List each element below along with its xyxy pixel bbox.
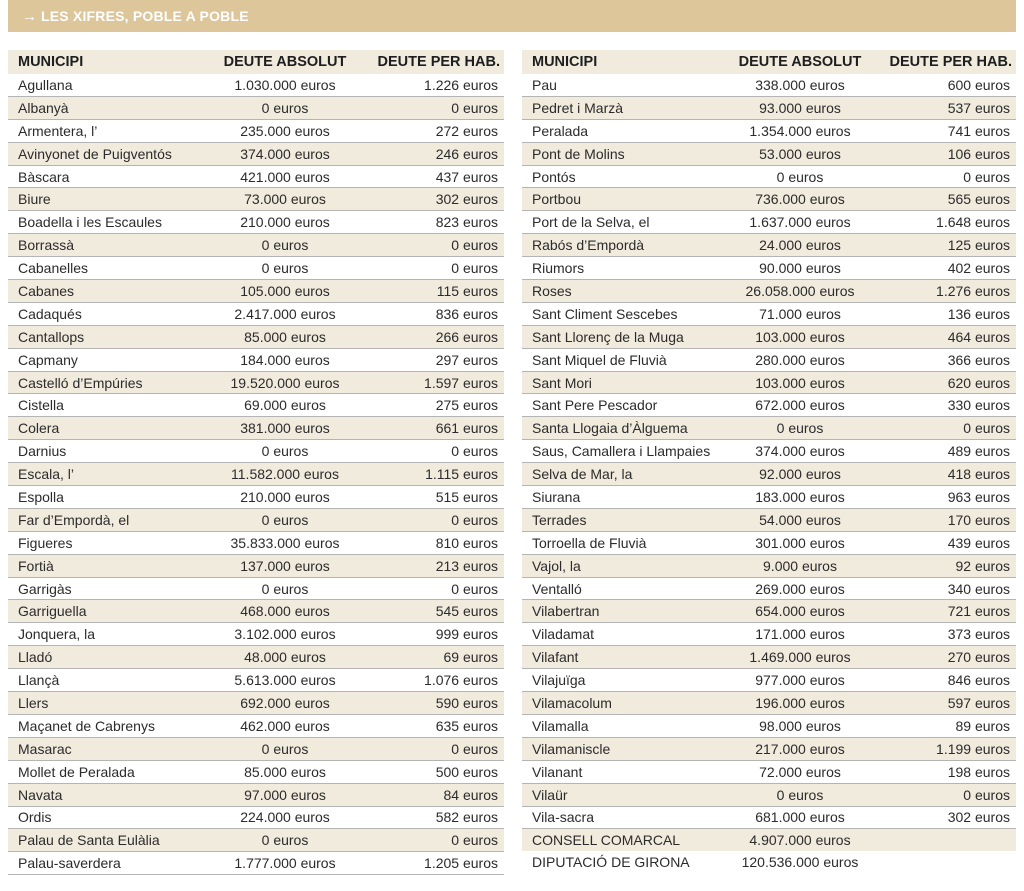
cell-deute-per-hab: 272 euros <box>372 119 504 142</box>
table-row <box>522 577 1016 600</box>
cell-municipi: Viladamat <box>522 623 718 646</box>
table-row <box>8 234 504 257</box>
cell-deute-absolut: 72.000 euros <box>718 760 882 783</box>
table-row <box>8 371 504 394</box>
table-row <box>522 96 1016 119</box>
table-row <box>8 646 504 669</box>
cell-municipi: Darnius <box>8 440 198 463</box>
table-row <box>522 531 1016 554</box>
cell-deute-per-hab: 170 euros <box>882 508 1016 531</box>
cell-deute-absolut: 0 euros <box>718 165 882 188</box>
cell-deute-per-hab: 661 euros <box>372 417 504 440</box>
cell-deute-absolut: 0 euros <box>198 508 372 531</box>
cell-deute-per-hab: 0 euros <box>372 737 504 760</box>
table-row <box>522 806 1016 829</box>
table-row <box>522 234 1016 257</box>
cell-deute-absolut: 1.469.000 euros <box>718 646 882 669</box>
cell-municipi: Ventalló <box>522 577 718 600</box>
table-row <box>522 142 1016 165</box>
cell-deute-absolut: 120.536.000 euros <box>741 854 859 871</box>
cell-municipi: Escala, l’ <box>8 463 198 486</box>
cell-municipi: Pau <box>522 74 718 96</box>
cell-deute-absolut: 1.637.000 euros <box>718 211 882 234</box>
table-row <box>522 829 1016 851</box>
cell-deute-per-hab: 418 euros <box>882 463 1016 486</box>
cell-municipi: Saus, Camallera i Llampaies <box>522 440 718 463</box>
cell-deute-absolut: 977.000 euros <box>718 669 882 692</box>
header-deute-absolut: DEUTE ABSOLUT <box>718 50 882 74</box>
cell-deute-per-hab: 89 euros <box>882 714 1016 737</box>
cell-deute-per-hab: 0 euros <box>882 165 1016 188</box>
cell-municipi: Terrades <box>522 508 718 531</box>
cell-deute-absolut: 11.582.000 euros <box>198 463 372 486</box>
cell-municipi: Port de la Selva, el <box>522 211 718 234</box>
table-row <box>8 211 504 234</box>
table-row <box>522 783 1016 806</box>
cell-deute-absolut: 0 euros <box>198 737 372 760</box>
cell-deute-absolut: 48.000 euros <box>198 646 372 669</box>
cell-deute-absolut: 672.000 euros <box>718 394 882 417</box>
cell-deute-absolut: 681.000 euros <box>718 806 882 829</box>
cell-municipi: Mollet de Peralada <box>8 760 198 783</box>
table-row <box>8 165 504 188</box>
cell-deute-per-hab: 275 euros <box>372 394 504 417</box>
cell-deute-absolut: 35.833.000 euros <box>198 531 372 554</box>
cell-deute-per-hab: 439 euros <box>882 531 1016 554</box>
cell-municipi: Vilamalla <box>522 714 718 737</box>
table-row <box>8 692 504 715</box>
table-row <box>522 188 1016 211</box>
cell-municipi: Maçanet de Cabrenys <box>8 714 198 737</box>
table-row <box>522 165 1016 188</box>
cell-deute-absolut: 92.000 euros <box>718 463 882 486</box>
header-municipi: MUNICIPI <box>8 50 198 74</box>
table-row <box>522 669 1016 692</box>
cell-deute-per-hab: 545 euros <box>372 600 504 623</box>
cell-deute-per-hab: 1.226 euros <box>372 74 504 96</box>
table-row <box>522 348 1016 371</box>
table-row <box>8 669 504 692</box>
cell-deute-absolut: 73.000 euros <box>198 188 372 211</box>
table-row <box>8 348 504 371</box>
cell-deute-per-hab: 0 euros <box>882 417 1016 440</box>
table-row <box>522 508 1016 531</box>
cell-municipi: Cabanelles <box>8 257 198 280</box>
table-row <box>8 440 504 463</box>
cell-deute-absolut: 692.000 euros <box>198 692 372 715</box>
cell-municipi: Vajol, la <box>522 554 718 577</box>
table-row <box>8 737 504 760</box>
cell-municipi: Fortià <box>8 554 198 577</box>
cell-deute-absolut: 85.000 euros <box>198 325 372 348</box>
cell-deute-per-hab: 246 euros <box>372 142 504 165</box>
table-row <box>522 714 1016 737</box>
table-row <box>522 371 1016 394</box>
cell-deute-per-hab: 635 euros <box>372 714 504 737</box>
cell-deute-absolut: 468.000 euros <box>198 600 372 623</box>
cell-municipi: Bàscara <box>8 165 198 188</box>
cell-deute-absolut: 462.000 euros <box>198 714 372 737</box>
table-row <box>8 852 504 875</box>
cell-deute-per-hab: 270 euros <box>882 646 1016 669</box>
table-body-right <box>522 74 1016 873</box>
cell-municipi: Cantallops <box>8 325 198 348</box>
table-row <box>8 96 504 119</box>
cell-deute-per-hab: 125 euros <box>882 234 1016 257</box>
cell-deute-absolut: 0 euros <box>198 440 372 463</box>
cell-deute-absolut: 53.000 euros <box>718 142 882 165</box>
cell-municipi: Peralada <box>522 119 718 142</box>
header-deute-per-hab: DEUTE PER HAB. <box>882 50 1016 74</box>
cell-deute-per-hab: 846 euros <box>882 669 1016 692</box>
cell-deute-per-hab: 1.115 euros <box>372 463 504 486</box>
cell-deute-per-hab: 999 euros <box>372 623 504 646</box>
cell-deute-per-hab: 69 euros <box>372 646 504 669</box>
cell-deute-per-hab: 836 euros <box>372 302 504 325</box>
cell-deute-per-hab: 565 euros <box>882 188 1016 211</box>
cell-municipi: Siurana <box>522 486 718 509</box>
table-row <box>522 486 1016 509</box>
table-row <box>8 74 504 96</box>
cell-deute-absolut: 4.907.000 euros <box>718 829 882 851</box>
cell-deute-per-hab: 340 euros <box>882 577 1016 600</box>
cell-deute-per-hab: 297 euros <box>372 348 504 371</box>
cell-deute-absolut: 736.000 euros <box>718 188 882 211</box>
table-row <box>522 554 1016 577</box>
cell-deute-per-hab: 1.076 euros <box>372 669 504 692</box>
table-row <box>8 508 504 531</box>
cell-deute-per-hab: 489 euros <box>882 440 1016 463</box>
table-row <box>8 280 504 303</box>
cell-deute-absolut: 0 euros <box>198 96 372 119</box>
table-row <box>8 577 504 600</box>
cell-deute-per-hab: 741 euros <box>882 119 1016 142</box>
cell-municipi: Vilamaniscle <box>522 737 718 760</box>
debt-table-left <box>8 50 504 875</box>
cell-deute-per-hab: 515 euros <box>372 486 504 509</box>
cell-municipi: Far d’Empordà, el <box>8 508 198 531</box>
cell-deute-per-hab: 136 euros <box>882 302 1016 325</box>
cell-municipi: Pontós <box>522 165 718 188</box>
cell-municipi: Pedret i Marzà <box>522 96 718 119</box>
cell-municipi: Cadaqués <box>8 302 198 325</box>
cell-municipi: Vila-sacra <box>522 806 718 829</box>
cell-deute-absolut: 69.000 euros <box>198 394 372 417</box>
cell-deute-absolut: 2.417.000 euros <box>198 302 372 325</box>
cell-municipi: Espolla <box>8 486 198 509</box>
cell-deute-per-hab: 500 euros <box>372 760 504 783</box>
cell-deute-absolut: 103.000 euros <box>718 325 882 348</box>
table-row <box>522 211 1016 234</box>
table-header-row <box>8 50 504 74</box>
table-row <box>8 463 504 486</box>
table-row <box>522 74 1016 96</box>
cell-municipi: Sant Pere Pescador <box>522 394 718 417</box>
cell-municipi: Sant Miquel de Fluvià <box>522 348 718 371</box>
cell-deute-absolut: 105.000 euros <box>198 280 372 303</box>
cell-deute-absolut: 217.000 euros <box>718 737 882 760</box>
cell-municipi: Torroella de Fluvià <box>522 531 718 554</box>
cell-municipi: Sant Climent Sescebes <box>522 302 718 325</box>
table-header-row <box>522 50 1016 74</box>
table-body-left <box>8 74 504 875</box>
cell-deute-per-hab: 1.205 euros <box>372 852 504 875</box>
table-row <box>8 417 504 440</box>
left-debt-table-panel <box>8 50 504 875</box>
cell-deute-absolut: 184.000 euros <box>198 348 372 371</box>
cell-deute-absolut: 280.000 euros <box>718 348 882 371</box>
cell-municipi: Vilabertran <box>522 600 718 623</box>
section-banner <box>8 0 1016 32</box>
cell-deute-absolut: 1.030.000 euros <box>198 74 372 96</box>
cell-deute-absolut: 338.000 euros <box>718 74 882 96</box>
cell-deute-per-hab: 963 euros <box>882 486 1016 509</box>
cell-deute-absolut: 0 euros <box>198 577 372 600</box>
table-row <box>8 325 504 348</box>
cell-deute-absolut: 210.000 euros <box>198 486 372 509</box>
cell-deute-absolut: 3.102.000 euros <box>198 623 372 646</box>
cell-deute-per-hab: 0 euros <box>372 508 504 531</box>
cell-municipi: Avinyonet de Puigventós <box>8 142 198 165</box>
cell-municipi: Lladó <box>8 646 198 669</box>
table-row <box>8 600 504 623</box>
cell-deute-per-hab: 0 euros <box>372 829 504 852</box>
cell-deute-absolut: 381.000 euros <box>198 417 372 440</box>
cell-deute-absolut: 54.000 euros <box>718 508 882 531</box>
cell-deute-absolut: 103.000 euros <box>718 371 882 394</box>
table-row <box>522 302 1016 325</box>
table-row <box>8 829 504 852</box>
cell-deute-per-hab: 1.648 euros <box>882 211 1016 234</box>
cell-deute-per-hab: 106 euros <box>882 142 1016 165</box>
table-row <box>522 417 1016 440</box>
cell-deute-absolut: 98.000 euros <box>718 714 882 737</box>
cell-deute-absolut: 374.000 euros <box>198 142 372 165</box>
table-row <box>522 737 1016 760</box>
cell-deute-per-hab <box>882 851 1016 873</box>
cell-deute-absolut: 224.000 euros <box>198 806 372 829</box>
cell-municipi: DIPUTACIÓ DE GIRONA <box>532 854 690 871</box>
table-row <box>8 394 504 417</box>
cell-municipi: Capmany <box>8 348 198 371</box>
cell-deute-per-hab: 0 euros <box>882 783 1016 806</box>
cell-deute-per-hab: 0 euros <box>372 257 504 280</box>
table-row <box>8 531 504 554</box>
table-row <box>522 600 1016 623</box>
cell-municipi: Palau de Santa Eulàlia <box>8 829 198 852</box>
cell-deute-absolut: 90.000 euros <box>718 257 882 280</box>
cell-municipi: Selva de Mar, la <box>522 463 718 486</box>
cell-deute-absolut: 210.000 euros <box>198 211 372 234</box>
cell-deute-absolut: 374.000 euros <box>718 440 882 463</box>
cell-deute-per-hab: 823 euros <box>372 211 504 234</box>
header-deute-per-hab: DEUTE PER HAB. <box>372 50 504 74</box>
table-row <box>522 623 1016 646</box>
cell-municipi: Albanyà <box>8 96 198 119</box>
cell-municipi: Jonquera, la <box>8 623 198 646</box>
cell-municipi: Colera <box>8 417 198 440</box>
cell-municipi: Biure <box>8 188 198 211</box>
cell-deute-per-hab: 302 euros <box>882 806 1016 829</box>
cell-municipi: Llers <box>8 692 198 715</box>
cell-municipi: Pont de Molins <box>522 142 718 165</box>
cell-municipi: Palau-saverdera <box>8 852 198 875</box>
cell-municipi: Roses <box>522 280 718 303</box>
cell-deute-absolut: 235.000 euros <box>198 119 372 142</box>
table-row <box>522 463 1016 486</box>
cell-deute-per-hab: 437 euros <box>372 165 504 188</box>
cell-deute-per-hab: 721 euros <box>882 600 1016 623</box>
cell-deute-per-hab: 620 euros <box>882 371 1016 394</box>
cell-deute-absolut: 0 euros <box>198 257 372 280</box>
cell-deute-per-hab: 115 euros <box>372 280 504 303</box>
cell-deute-per-hab: 92 euros <box>882 554 1016 577</box>
cell-municipi: Sant Mori <box>522 371 718 394</box>
cell-deute-absolut: 0 euros <box>718 783 882 806</box>
table-row <box>8 302 504 325</box>
cell-deute-per-hab: 402 euros <box>882 257 1016 280</box>
cell-municipi: Figueres <box>8 531 198 554</box>
debt-table-right <box>522 50 1016 873</box>
cell-municipi: Navata <box>8 783 198 806</box>
cell-deute-per-hab: 537 euros <box>882 96 1016 119</box>
cell-deute-absolut: 269.000 euros <box>718 577 882 600</box>
cell-deute-absolut: 654.000 euros <box>718 600 882 623</box>
cell-municipi: Sant Llorenç de la Muga <box>522 325 718 348</box>
arrow-right-icon: → <box>22 7 37 25</box>
table-row <box>522 119 1016 142</box>
cell-municipi: Cabanes <box>8 280 198 303</box>
cell-deute-per-hab: 1.597 euros <box>372 371 504 394</box>
cell-deute-absolut: 0 euros <box>198 829 372 852</box>
table-row <box>522 440 1016 463</box>
table-row <box>522 760 1016 783</box>
cell-deute-per-hab <box>882 829 1016 851</box>
table-row <box>522 646 1016 669</box>
cell-deute-per-hab: 582 euros <box>372 806 504 829</box>
cell-municipi: Riumors <box>522 257 718 280</box>
cell-deute-absolut: 0 euros <box>198 234 372 257</box>
table-row <box>8 554 504 577</box>
cell-deute-absolut: 183.000 euros <box>718 486 882 509</box>
table-row <box>8 783 504 806</box>
cell-municipi: Rabós d’Empordà <box>522 234 718 257</box>
table-row <box>8 486 504 509</box>
cell-deute-per-hab: 1.199 euros <box>882 737 1016 760</box>
cell-municipi: Vilanant <box>522 760 718 783</box>
cell-municipi: Vilaür <box>522 783 718 806</box>
cell-municipi: Vilafant <box>522 646 718 669</box>
cell-municipi: Santa Llogaia d’Àlguema <box>522 417 718 440</box>
cell-deute-absolut: 137.000 euros <box>198 554 372 577</box>
cell-deute-per-hab: 1.276 euros <box>882 280 1016 303</box>
cell-deute-absolut: 171.000 euros <box>718 623 882 646</box>
table-row <box>8 760 504 783</box>
cell-deute-absolut: 26.058.000 euros <box>718 280 882 303</box>
cell-municipi: Cistella <box>8 394 198 417</box>
cell-municipi: CONSELL COMARCAL <box>522 829 718 851</box>
cell-deute-absolut: 9.000 euros <box>718 554 882 577</box>
cell-deute-per-hab: 330 euros <box>882 394 1016 417</box>
cell-municipi: Ordis <box>8 806 198 829</box>
cell-deute-per-hab: 0 euros <box>372 440 504 463</box>
cell-deute-absolut: 196.000 euros <box>718 692 882 715</box>
cell-municipi: Boadella i les Escaules <box>8 211 198 234</box>
header-deute-absolut: DEUTE ABSOLUT <box>198 50 372 74</box>
cell-deute-absolut: 85.000 euros <box>198 760 372 783</box>
cell-municipi: Llançà <box>8 669 198 692</box>
cell-deute-per-hab: 810 euros <box>372 531 504 554</box>
cell-deute-per-hab: 590 euros <box>372 692 504 715</box>
table-row <box>8 257 504 280</box>
cell-deute-per-hab: 266 euros <box>372 325 504 348</box>
cell-deute-per-hab: 0 euros <box>372 577 504 600</box>
cell-deute-absolut: 421.000 euros <box>198 165 372 188</box>
cell-deute-absolut: 93.000 euros <box>718 96 882 119</box>
table-row <box>8 806 504 829</box>
table-row <box>522 325 1016 348</box>
cell-municipi: Vilajuïga <box>522 669 718 692</box>
cell-municipi: Armentera, l’ <box>8 119 198 142</box>
table-row <box>522 257 1016 280</box>
cell-deute-absolut: 19.520.000 euros <box>198 371 372 394</box>
cell-deute-absolut: 0 euros <box>718 417 882 440</box>
cell-deute-per-hab: 464 euros <box>882 325 1016 348</box>
table-row <box>522 851 1016 873</box>
table-row <box>8 119 504 142</box>
cell-municipi: Borrassà <box>8 234 198 257</box>
right-debt-table-panel <box>522 50 1016 873</box>
cell-deute-per-hab: 198 euros <box>882 760 1016 783</box>
cell-municipi: Vilamacolum <box>522 692 718 715</box>
cell-municipi: Agullana <box>8 74 198 96</box>
table-row <box>522 280 1016 303</box>
cell-municipi: Portbou <box>522 188 718 211</box>
cell-municipi: Garrigàs <box>8 577 198 600</box>
cell-deute-absolut: 24.000 euros <box>718 234 882 257</box>
cell-deute-absolut: 1.354.000 euros <box>718 119 882 142</box>
cell-deute-per-hab: 373 euros <box>882 623 1016 646</box>
cell-deute-absolut: 1.777.000 euros <box>198 852 372 875</box>
cell-deute-per-hab: 213 euros <box>372 554 504 577</box>
cell-deute-absolut: 301.000 euros <box>718 531 882 554</box>
cell-deute-absolut: 71.000 euros <box>718 302 882 325</box>
table-row <box>8 623 504 646</box>
cell-municipi: Garriguella <box>8 600 198 623</box>
cell-deute-per-hab: 600 euros <box>882 74 1016 96</box>
table-row <box>8 188 504 211</box>
cell-deute-per-hab: 0 euros <box>372 234 504 257</box>
table-row <box>522 394 1016 417</box>
cell-deute-absolut: 5.613.000 euros <box>198 669 372 692</box>
cell-deute-per-hab: 597 euros <box>882 692 1016 715</box>
banner-title: LES XIFRES, POBLE A POBLE <box>41 8 249 24</box>
table-row <box>8 714 504 737</box>
cell-deute-per-hab: 302 euros <box>372 188 504 211</box>
table-row <box>522 692 1016 715</box>
cell-municipi: Castelló d’Empúries <box>8 371 198 394</box>
cell-deute-per-hab: 84 euros <box>372 783 504 806</box>
cell-deute-per-hab: 366 euros <box>882 348 1016 371</box>
header-municipi: MUNICIPI <box>522 50 718 74</box>
table-row <box>8 142 504 165</box>
cell-municipi: Masarac <box>8 737 198 760</box>
cell-deute-per-hab: 0 euros <box>372 96 504 119</box>
cell-deute-absolut: 97.000 euros <box>198 783 372 806</box>
